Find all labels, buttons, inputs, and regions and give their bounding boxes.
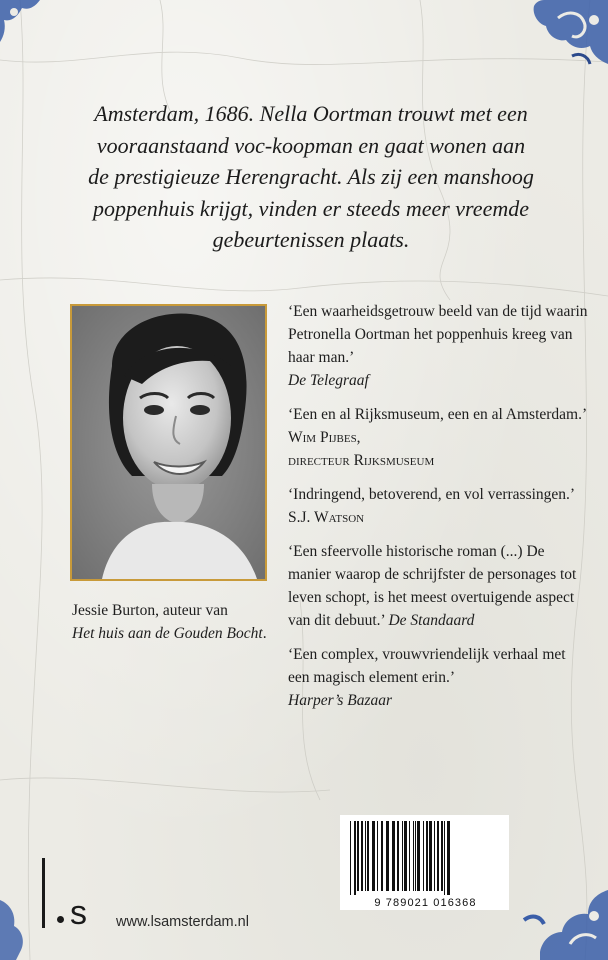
publisher-logo-bar (42, 858, 45, 928)
barcode-bar (354, 821, 356, 895)
synopsis (66, 98, 556, 256)
barcode-bar (377, 821, 378, 891)
barcode-bar (415, 821, 416, 891)
synopsis-line: Amsterdam, 1686. Nella Oortman trouwt met een (94, 101, 528, 126)
barcode-bar (397, 821, 399, 891)
quote-source: Harper’s Bazaar (288, 692, 393, 709)
barcode-bar (365, 821, 366, 891)
author-photo-caption (72, 599, 272, 645)
review-quote (288, 540, 588, 632)
barcode-digits: 9 789021 016368 (374, 897, 477, 909)
barcode-bar (357, 821, 359, 891)
barcode-bar (367, 821, 369, 891)
quote-text: ‘Een complex, vrouwvriendelijk verhaal met een magisch element erin.’ (288, 646, 566, 686)
barcode-bars (340, 815, 509, 895)
isbn-barcode (340, 815, 509, 910)
publisher-logo-dot (57, 916, 64, 923)
barcode-bar (437, 821, 439, 891)
barcode-bar (392, 821, 395, 891)
quote-source-title: directeur Rijksmuseum (288, 452, 435, 469)
quote-source-name: S.J. Watson (288, 509, 365, 526)
barcode-bar (423, 821, 424, 891)
barcode-bar (381, 821, 383, 891)
delft-ornament-top-left (0, 0, 48, 48)
quote-source-name: Wim Pijbes, (288, 429, 361, 446)
quote-source: De Telegraaf (288, 372, 369, 389)
publisher-website[interactable]: www.lsamsterdam.nl (116, 914, 249, 930)
review-quote (288, 300, 588, 392)
publisher-logo-letter: s (70, 894, 87, 932)
barcode-bar (447, 821, 450, 895)
barcode-bar (402, 821, 403, 891)
author-portrait (72, 306, 265, 579)
author-photo (70, 304, 267, 581)
quote-text: ‘Een sfeervolle historische roman (...) De manier waarop de schrijfster de personages tot leven schopt, is het meest overtuigende aspect van dit debuut.’ (288, 543, 577, 629)
barcode-bar (386, 821, 389, 891)
synopsis-line: gebeurtenissen plaats. (212, 227, 410, 252)
synopsis-line: vooraanstaand voc-koopman en gaat wonen aan (96, 132, 526, 158)
delft-ornament-bottom-right (518, 880, 608, 960)
barcode-bar (404, 821, 407, 891)
caption-period: . (262, 625, 267, 642)
quote-text: ‘Een en al Rijksmuseum, een en al Amsterdam.’ (288, 406, 587, 423)
barcode-bar (409, 821, 410, 891)
barcode-bar (350, 821, 351, 895)
review-quote (288, 483, 588, 529)
synopsis-line: de prestigieuze Herengracht. Als zij een manshoog (88, 164, 534, 189)
barcode-bar (426, 821, 428, 891)
caption-text: Jessie Burton, auteur van (72, 602, 228, 619)
barcode-bar (372, 821, 375, 891)
quote-source: De Standaard (388, 612, 475, 629)
caption-book-title: Het huis aan de Gouden Bocht (72, 625, 263, 642)
barcode-bar (361, 821, 363, 891)
review-quote (288, 643, 588, 712)
quote-text: ‘Een waarheidsgetrouw beeld van de tijd waarin Petronella Oortman het poppenhuis kreeg van haar man.’ (288, 303, 588, 366)
review-quotes (288, 300, 588, 723)
barcode-bar (444, 821, 445, 895)
delft-ornament-top-right (528, 0, 608, 70)
barcode-bar (417, 821, 420, 891)
quote-text: ‘Indringend, betoverend, en vol verrassingen.’ (288, 486, 574, 503)
barcode-bar (434, 821, 435, 891)
barcode-bar (429, 821, 432, 891)
delft-ornament-bottom-left (0, 890, 40, 960)
barcode-bar (441, 821, 443, 891)
synopsis-line: poppenhuis krijgt, vinden er steeds meer vreemde (92, 195, 529, 221)
review-quote (288, 403, 588, 472)
barcode-bar (413, 821, 414, 891)
